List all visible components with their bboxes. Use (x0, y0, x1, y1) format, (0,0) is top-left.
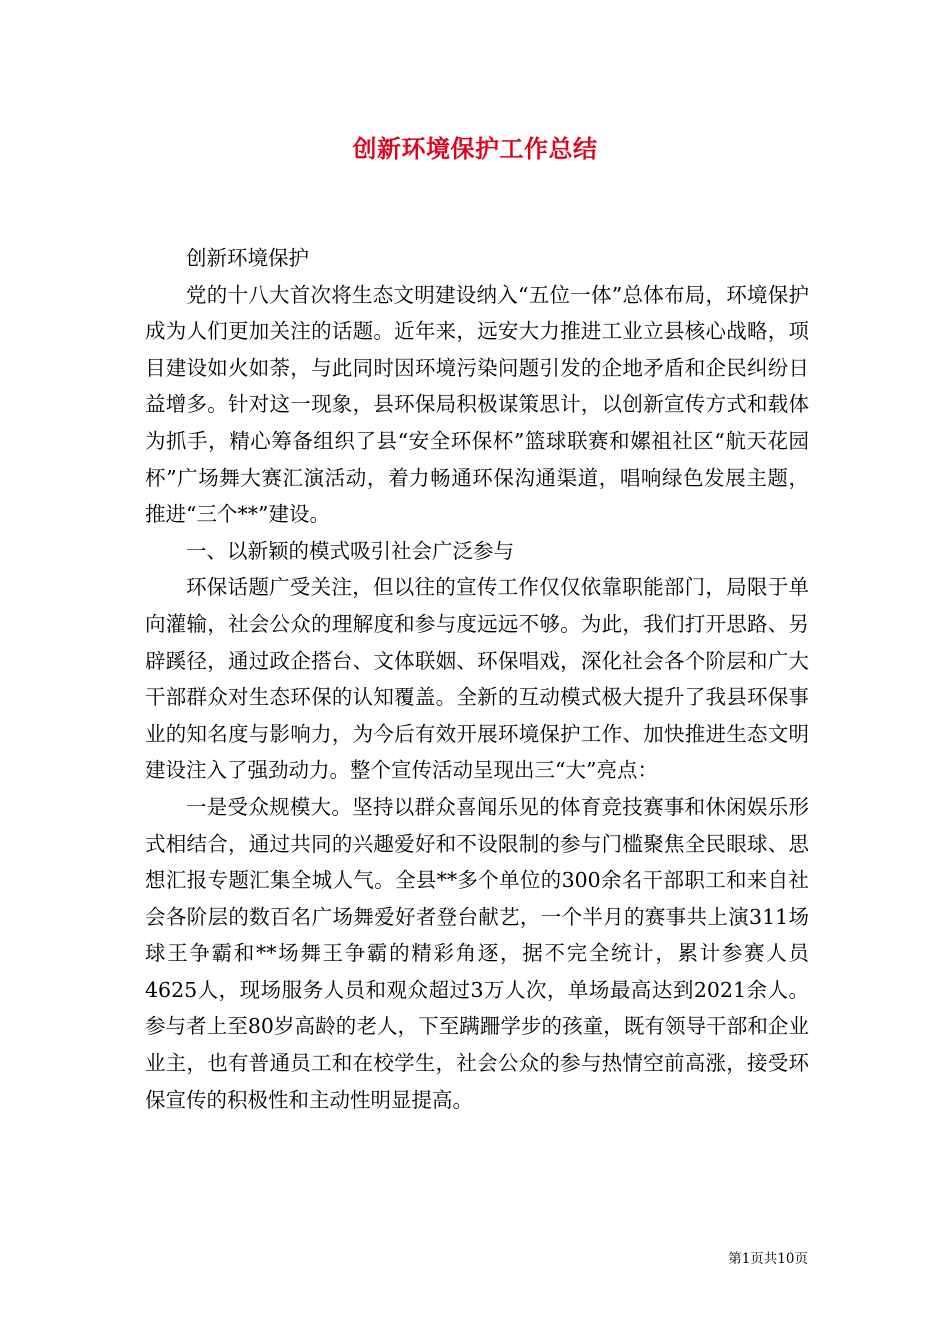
document-title: 创新环境保护工作总结 (352, 134, 598, 163)
paragraph-intro: 党的十八大首次将生态文明建设纳入“五位一体”总体布局，环境保护成为人们更加关注的话题。近年来，远安大力推进工业立县核心战略，项目建设如火如荼，与此同时因环境污染问题引发的企地矛盾和企民纠纷日益增多。针对这一现象，县环保局积极谋策思计，以创新宣传方式和载体为抓手，精心筹备组织了县“安全环保杯”篮球联赛和嫘祖社区“航天花园杯”广场舞大赛汇演活动，着力畅通环保沟通渠道，唱响绿色发展主题，推进“三个**”建设。 (145, 282, 809, 527)
paragraph-context: 环保话题广受关注，但以往的宣传工作仅仅依靠职能部门，局限于单向灌输，社会公众的理解度和参与度远远不够。为此，我们打开思路、另辟蹊径，通过政企搭台、文体联姻、环保唱戏，深化社会各个阶层和广大干部群众对生态环保的认知覆盖。全新的互动模式极大提升了我县环保事业的知名度与影响力，为今后有效开展环境保护工作、加快推进生态文明建设注入了强劲动力。整个宣传活动呈现出三“大”亮点： (145, 575, 809, 783)
subsection-heading: 一、以新颖的模式吸引社会广泛参与 (186, 538, 514, 563)
page-number: 第1页共10页 (728, 1251, 808, 1267)
section-heading: 创新环境保护 (186, 246, 309, 270)
paragraph-audience-scale: 一是受众规模大。坚持以群众喜闻乐见的体育竞技赛事和休闲娱乐形式相结合，通过共同的兴趣爱好和不设限制的参与门槛聚焦全民眼球、思想汇报专题汇集全城人气。全县**多个单位的300余名干部职工和来自社会各阶层的数百名广场舞爱好者登台献艺，一个半月的赛事共上演311场球王争霸和**场舞王争霸的精彩角逐，据不完全统计，累计参赛人员4625人，现场服务人员和观众超过3万人次，单场最高达到2021余人。参与者上至80岁高龄的老人，下至蹒跚学步的孩童，既有领导干部和企业业主，也有普通员工和在校学生，社会公众的参与热情空前高涨，接受环保宣传的积极性和主动性明显提高。 (145, 794, 809, 1112)
document-body (145, 240, 809, 1118)
